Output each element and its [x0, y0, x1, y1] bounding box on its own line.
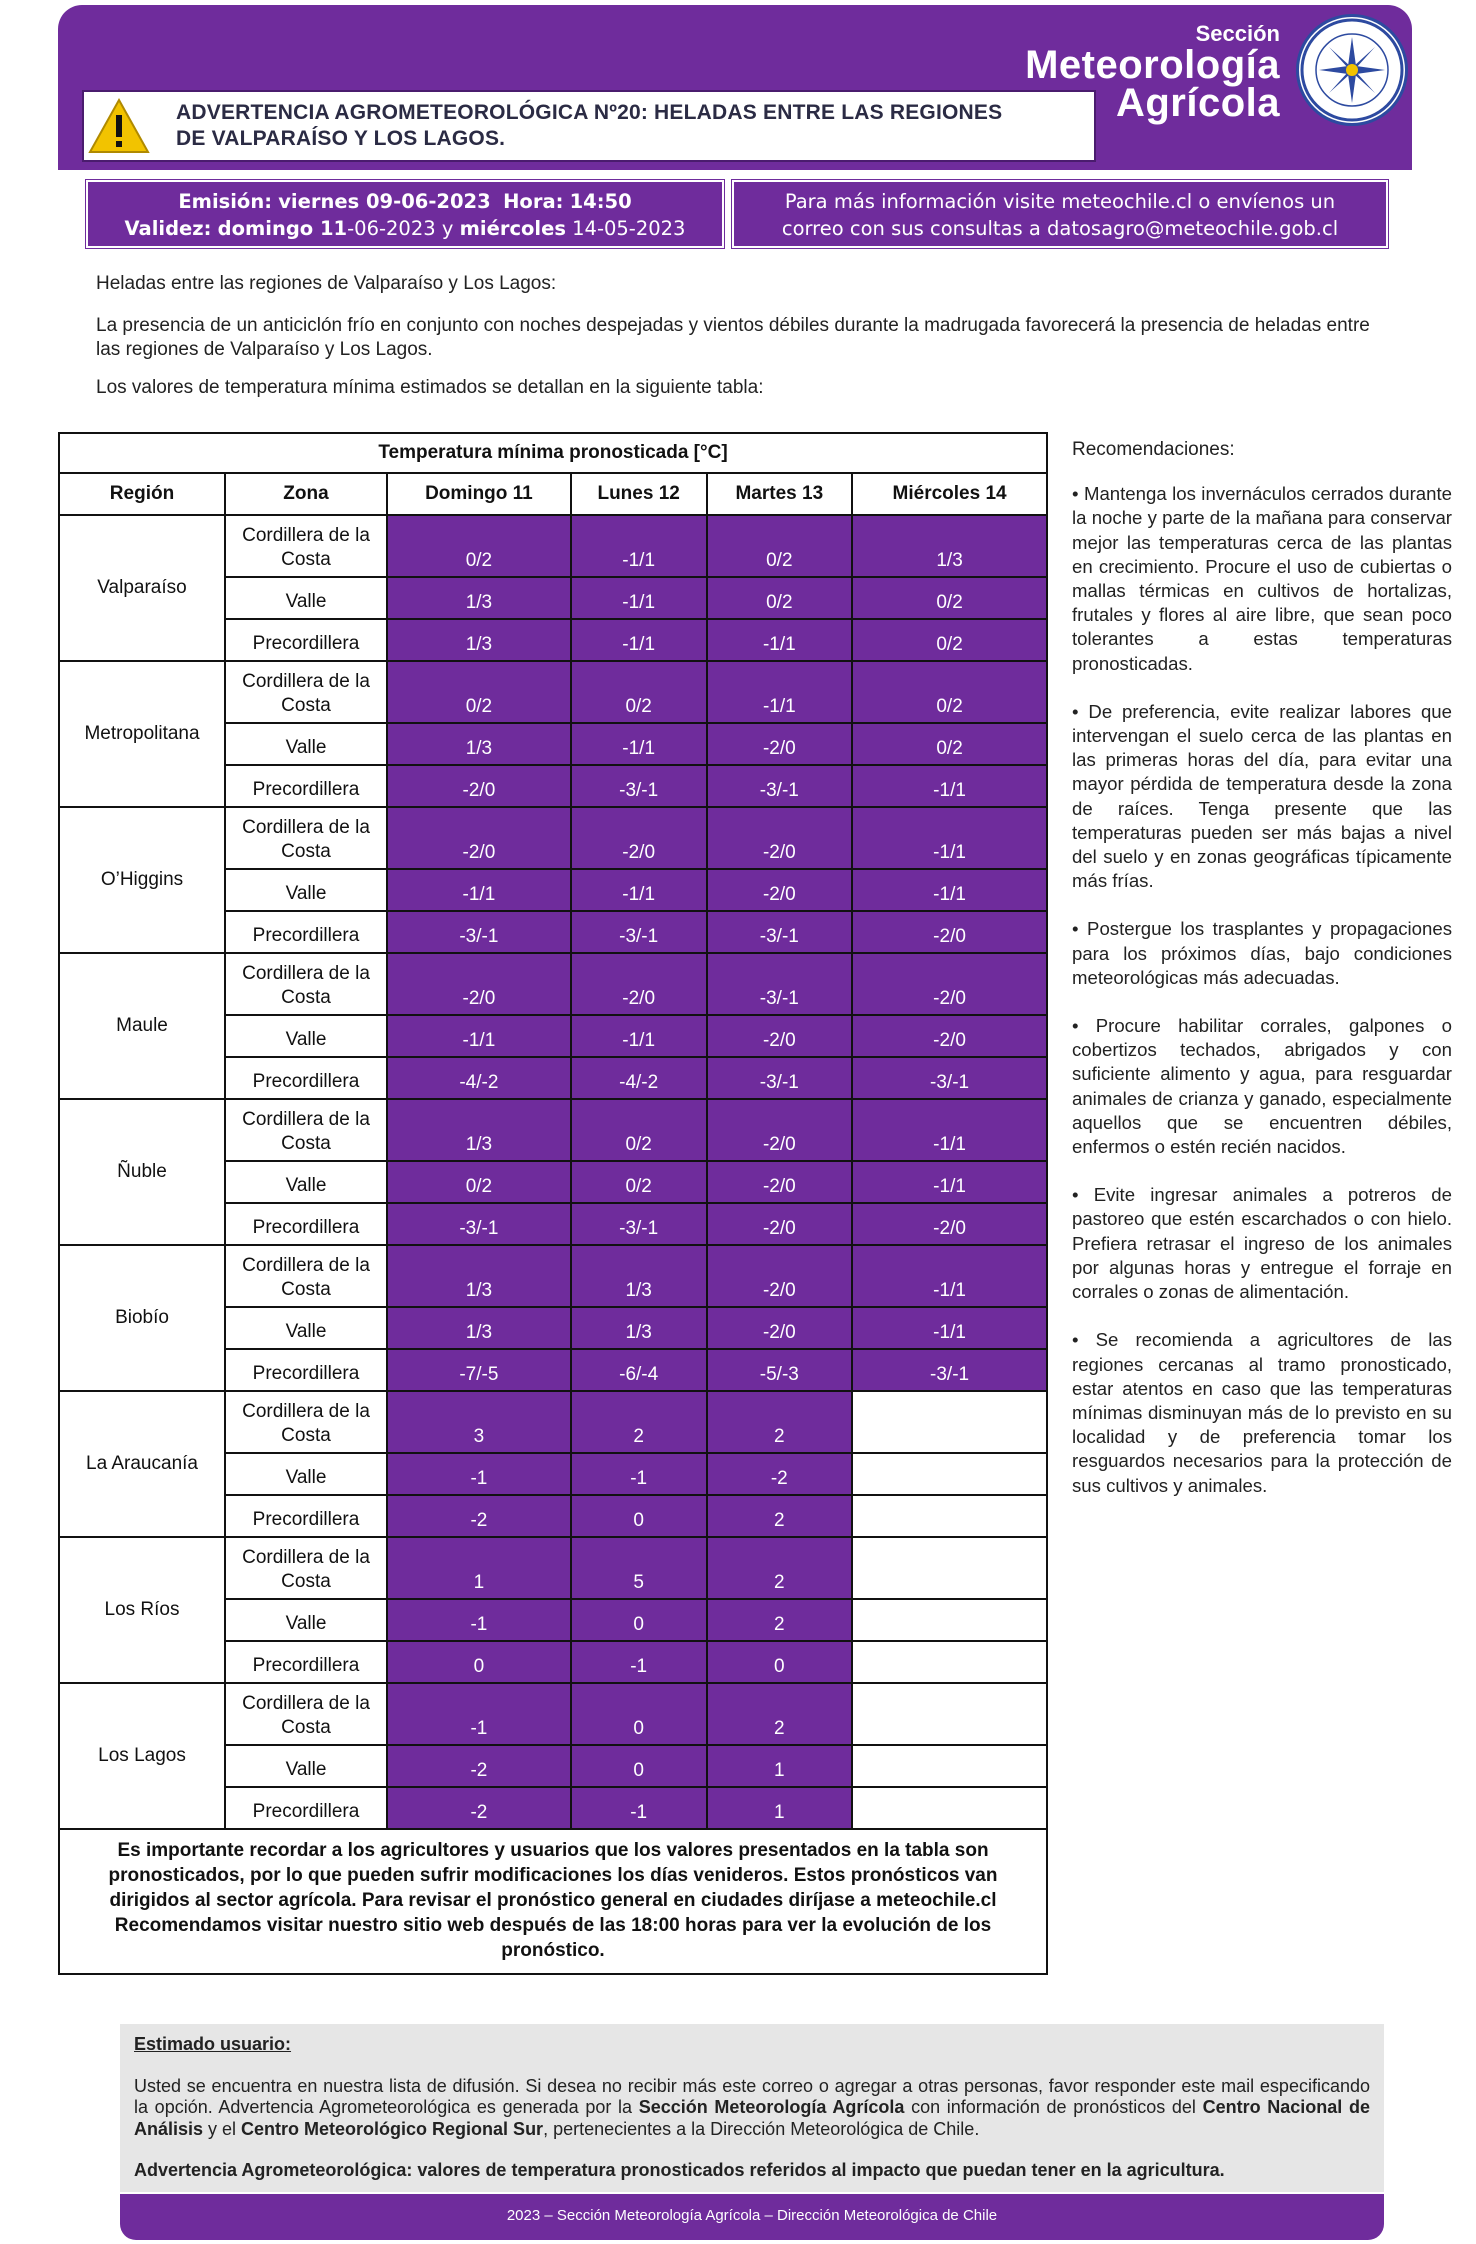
recommendation-item: • Procure habilitar corrales, galpones o cobertizos techados, abrigados y con suficiente alimento y agua, para resguardar animales de crianza y ganado, especialmente aquellos que se encuentren débiles, enfermos o estén recién nacidos. — [1072, 1015, 1452, 1158]
temperature-cell: -2/0 — [387, 765, 571, 807]
table-intro: Los valores de temperatura mínima estimados se detallan en la siguiente tabla: — [96, 377, 764, 398]
temperature-cell: 0/2 — [387, 515, 571, 577]
zone-cell: Cordillera de la Costa — [225, 1391, 387, 1453]
empty-cell — [852, 1537, 1047, 1599]
region-cell: Metropolitana — [59, 661, 225, 807]
zone-cell: Valle — [225, 1307, 387, 1349]
temperature-cell: 0/2 — [852, 723, 1047, 765]
zone-cell: Cordillera de la Costa — [225, 1537, 387, 1599]
temperature-cell: 1/3 — [387, 723, 571, 765]
zone-cell: Valle — [225, 869, 387, 911]
temperature-cell: -3/-1 — [707, 911, 853, 953]
zone-cell: Valle — [225, 1453, 387, 1495]
temperature-cell: 0/2 — [852, 577, 1047, 619]
region-cell: Ñuble — [59, 1099, 225, 1245]
temperature-cell: -2/0 — [707, 1203, 853, 1245]
temperature-cell: -5/-3 — [707, 1349, 853, 1391]
temperature-cell: -1 — [387, 1683, 571, 1745]
temperature-cell: -2/0 — [852, 953, 1047, 1015]
zone-cell: Precordillera — [225, 619, 387, 661]
region-cell: O’Higgins — [59, 807, 225, 953]
footer-bar: 2023 – Sección Meteorología Agrícola – Dirección Meteorológica de Chile — [120, 2194, 1384, 2240]
zone-cell: Precordillera — [225, 1641, 387, 1683]
empty-cell — [852, 1495, 1047, 1537]
temperature-cell: 0/2 — [707, 515, 853, 577]
temperature-cell: -1/1 — [707, 619, 853, 661]
temperature-cell: -1/1 — [852, 765, 1047, 807]
temperature-cell: -2/0 — [707, 723, 853, 765]
temperature-cell: -1/1 — [852, 1099, 1047, 1161]
temperature-cell: 2 — [707, 1391, 853, 1453]
temperature-cell: 3 — [387, 1391, 571, 1453]
zone-cell: Cordillera de la Costa — [225, 953, 387, 1015]
col-header-day: Miércoles 14 — [852, 473, 1047, 515]
temperature-cell: -3/-1 — [571, 1203, 707, 1245]
temperature-cell: -2/0 — [852, 1015, 1047, 1057]
recommendation-item: • Postergue los trasplantes y propagaciones para los próximos días, bajo condiciones meteorológicas más adecuadas. — [1072, 918, 1452, 988]
temperature-cell: 2 — [571, 1391, 707, 1453]
temperature-cell: -2/0 — [387, 807, 571, 869]
zone-cell: Precordillera — [225, 911, 387, 953]
brand-logo: Sección Meteorología Agrícola — [1025, 21, 1280, 125]
recommendation-item: • Se recomienda a agricultores de las regiones cercanas al tramo pronosticado, estar atentos en caso que las temperaturas mínimas disminuyan más de lo previsto en su localidad y de preferencia tomar los resguardos necesarios para la protección de sus cultivos y animales. — [1072, 1329, 1452, 1496]
temperature-cell: -1 — [387, 1599, 571, 1641]
temperature-cell: -3/-1 — [707, 765, 853, 807]
temperature-cell: -2/0 — [707, 1245, 853, 1307]
temperature-cell: 1/3 — [387, 619, 571, 661]
temperature-cell: 0/2 — [571, 1161, 707, 1203]
footer-paragraph: Usted se encuentra en nuestra lista de difusión. Si desea no recibir más este correo o agregar a otras personas, favor responder este mail especificando la opción. Advertencia Agrometeorológica es generada por la Sección Meteorología Agrícola con información de pronósticos del Centro Nacional de Análisis y el Centro Meteorológico Regional Sur, pertenecientes a la Dirección Meteorológica de Chile. — [134, 2075, 1370, 2139]
zone-cell: Cordillera de la Costa — [225, 1099, 387, 1161]
footer-disclaimer: Advertencia Agrometeorológica: valores de temperatura pronosticados referidos al impacto que puedan tener en la agricultura. — [134, 2160, 1225, 2181]
empty-cell — [852, 1453, 1047, 1495]
temperature-cell: -2 — [387, 1495, 571, 1537]
temperature-cell: -1/1 — [852, 1245, 1047, 1307]
intro-text — [96, 272, 1386, 414]
contact-info-panel: Para más información visite meteochile.cl o envíenos un correo con sus consultas a datosagro@meteochile.gob.cl — [732, 180, 1388, 248]
zone-cell: Valle — [225, 723, 387, 765]
temperature-cell: 1/3 — [571, 1307, 707, 1349]
temperature-cell: 0 — [571, 1745, 707, 1787]
zone-cell: Cordillera de la Costa — [225, 807, 387, 869]
temperature-cell: -2 — [387, 1787, 571, 1829]
temperature-cell: -2/0 — [852, 1203, 1047, 1245]
temperature-cell: 2 — [707, 1537, 853, 1599]
alert-title: ADVERTENCIA AGROMETEOROLÓGICA Nº20: HELADAS ENTRE LAS REGIONES DE VALPARAÍSO Y LOS LAGOS. — [176, 101, 1003, 150]
recommendation-item: • De preferencia, evite realizar labores que intervengan el suelo cerca de las plantas en las primeras horas del día, para evitar una mayor pérdida de temperatura desde la zona de raíces. Tenga presente que las temperaturas pueden ser más bajas a nivel del suelo y en zonas geográficas típicamente más frías. — [1072, 700, 1452, 892]
temperature-cell: 1/3 — [387, 577, 571, 619]
temperature-cell: 2 — [707, 1495, 853, 1537]
temperature-cell: -2/0 — [852, 911, 1047, 953]
region-cell: Biobío — [59, 1245, 225, 1391]
table-row — [59, 807, 1047, 869]
temperature-cell: -4/-2 — [571, 1057, 707, 1099]
temperature-cell: -3/-1 — [707, 953, 853, 1015]
temperature-cell: 1 — [707, 1787, 853, 1829]
footer-title: Estimado usuario: — [134, 2034, 292, 2054]
temperature-cell: -2/0 — [571, 953, 707, 1015]
zone-cell: Precordillera — [225, 1495, 387, 1537]
col-header-region: Región — [59, 473, 225, 515]
region-cell: Los Lagos — [59, 1683, 225, 1829]
intro-heading: Heladas entre las regiones de Valparaíso y Los Lagos: — [96, 273, 557, 294]
zone-cell: Cordillera de la Costa — [225, 515, 387, 577]
region-cell: La Araucanía — [59, 1391, 225, 1537]
temperature-cell: -2/0 — [387, 953, 571, 1015]
temperature-cell: -2/0 — [707, 1099, 853, 1161]
table-row — [59, 515, 1047, 577]
temperature-cell: 0/2 — [852, 619, 1047, 661]
empty-cell — [852, 1787, 1047, 1829]
temperature-cell: 0/2 — [571, 1099, 707, 1161]
intro-paragraph: La presencia de un anticiclón frío en conjunto con noches despejadas y vientos débiles durante la madrugada favorecerá la presencia de heladas entre las regiones de Valparaíso y Los Lagos. — [96, 315, 1370, 360]
temperature-cell: -1/1 — [571, 619, 707, 661]
table-note: Es importante recordar a los agricultores y usuarios que los valores presentados en la tabla son pronosticados, por lo que pueden sufrir modificaciones los días venideros. Estos pronósticos van dirigidos al sector agrícola. Para revisar el pronóstico general en ciudades diríjase a meteochile.cl Recomendamos visitar nuestro sitio web después de las 18:00 horas para ver la evolución de los pronóstico. — [59, 1829, 1047, 1974]
warning-icon — [84, 92, 154, 160]
table-row — [59, 1683, 1047, 1745]
empty-cell — [852, 1641, 1047, 1683]
table-row — [59, 1245, 1047, 1307]
temperature-cell: -2/0 — [707, 1307, 853, 1349]
temperature-cell: 5 — [571, 1537, 707, 1599]
table-row — [59, 661, 1047, 723]
temperature-cell: 0/2 — [387, 1161, 571, 1203]
table-row — [59, 1391, 1047, 1453]
temperature-cell: -1/1 — [387, 1015, 571, 1057]
temperature-cell: -7/-5 — [387, 1349, 571, 1391]
temperature-cell: -2/0 — [571, 807, 707, 869]
temperature-cell: -1/1 — [852, 869, 1047, 911]
alert-box — [82, 90, 1096, 162]
temperature-cell: -3/-1 — [707, 1057, 853, 1099]
zone-cell: Precordillera — [225, 765, 387, 807]
temperature-cell: -1/1 — [707, 661, 853, 723]
temperature-cell: -2/0 — [707, 807, 853, 869]
col-header-zona: Zona — [225, 473, 387, 515]
temperature-cell: -2 — [387, 1745, 571, 1787]
footer-notice — [120, 2024, 1384, 2192]
temperature-cell: 0 — [571, 1683, 707, 1745]
temperature-cell: -1/1 — [571, 515, 707, 577]
zone-cell: Valle — [225, 577, 387, 619]
recommendation-item: • Mantenga los invernáculos cerrados durante la noche y parte de la mañana para conservar mejor las temperaturas cerca de las plantas en crecimiento. Procure el uso de cubiertas o mallas térmicas en cultivos de hortalizas, frutales y flores al aire libre, que sean poco tolerantes a estas temperaturas pronosticadas. — [1072, 483, 1452, 674]
temperature-cell: -3/-1 — [571, 911, 707, 953]
table-row — [59, 1099, 1047, 1161]
temperature-cell: 0 — [571, 1495, 707, 1537]
temperature-cell: -6/-4 — [571, 1349, 707, 1391]
empty-cell — [852, 1599, 1047, 1641]
temperature-cell: 0 — [571, 1599, 707, 1641]
zone-cell: Cordillera de la Costa — [225, 1245, 387, 1307]
col-header-day: Domingo 11 — [387, 473, 571, 515]
temperature-cell: -2/0 — [707, 1161, 853, 1203]
temperature-cell: 1/3 — [387, 1099, 571, 1161]
temperature-cell: -1 — [571, 1787, 707, 1829]
temperature-cell: 0/2 — [387, 661, 571, 723]
recommendations-title: Recomendaciones: — [1072, 439, 1235, 460]
temperature-cell: -3/-1 — [387, 1203, 571, 1245]
recommendations — [1072, 438, 1452, 1522]
zone-cell: Valle — [225, 1015, 387, 1057]
temperature-cell: 1/3 — [571, 1245, 707, 1307]
temperature-cell: -3/-1 — [387, 911, 571, 953]
temperature-cell: -3/-1 — [852, 1057, 1047, 1099]
temperature-cell: -1/1 — [571, 723, 707, 765]
forecast-table — [58, 432, 1048, 1975]
temperature-cell: 0/2 — [852, 661, 1047, 723]
empty-cell — [852, 1391, 1047, 1453]
zone-cell: Valle — [225, 1745, 387, 1787]
region-cell: Valparaíso — [59, 515, 225, 661]
region-cell: Los Ríos — [59, 1537, 225, 1683]
col-header-day: Martes 13 — [707, 473, 853, 515]
temperature-cell: -1/1 — [852, 807, 1047, 869]
temperature-cell: 1 — [387, 1537, 571, 1599]
temperature-cell: -1/1 — [571, 869, 707, 911]
temperature-cell: -1/1 — [571, 577, 707, 619]
issue-info-panel: Emisión: viernes 09-06-2023 Hora: 14:50 Validez: domingo 11-06-2023 y miércoles 14-05-2023 — [86, 180, 724, 248]
region-cell: Maule — [59, 953, 225, 1099]
zone-cell: Cordillera de la Costa — [225, 661, 387, 723]
temperature-cell: -1/1 — [387, 869, 571, 911]
meteochile-seal-icon — [1296, 14, 1408, 126]
table-row — [59, 953, 1047, 1015]
temperature-cell: -1/1 — [852, 1307, 1047, 1349]
temperature-cell: -3/-1 — [571, 765, 707, 807]
temperature-cell: -1 — [571, 1453, 707, 1495]
temperature-cell: 1/3 — [387, 1245, 571, 1307]
temperature-cell: -1 — [387, 1453, 571, 1495]
table-row — [59, 1537, 1047, 1599]
temperature-cell: -1/1 — [571, 1015, 707, 1057]
zone-cell: Precordillera — [225, 1203, 387, 1245]
zone-cell: Valle — [225, 1161, 387, 1203]
zone-cell: Cordillera de la Costa — [225, 1683, 387, 1745]
temperature-cell: -4/-2 — [387, 1057, 571, 1099]
temperature-cell: 0/2 — [707, 577, 853, 619]
table-title: Temperatura mínima pronosticada [°C] — [59, 433, 1047, 473]
temperature-cell: -2/0 — [707, 1015, 853, 1057]
empty-cell — [852, 1745, 1047, 1787]
empty-cell — [852, 1683, 1047, 1745]
temperature-cell: 0/2 — [571, 661, 707, 723]
temperature-cell: 1 — [707, 1745, 853, 1787]
zone-cell: Valle — [225, 1599, 387, 1641]
temperature-cell: 2 — [707, 1683, 853, 1745]
temperature-cell: 1/3 — [852, 515, 1047, 577]
temperature-cell: 1/3 — [387, 1307, 571, 1349]
temperature-cell: -3/-1 — [852, 1349, 1047, 1391]
temperature-cell: -2 — [707, 1453, 853, 1495]
zone-cell: Precordillera — [225, 1787, 387, 1829]
zone-cell: Precordillera — [225, 1057, 387, 1099]
temperature-cell: -2/0 — [707, 869, 853, 911]
col-header-day: Lunes 12 — [571, 473, 707, 515]
temperature-cell: 0 — [387, 1641, 571, 1683]
zone-cell: Precordillera — [225, 1349, 387, 1391]
temperature-cell: -1 — [571, 1641, 707, 1683]
temperature-cell: 2 — [707, 1599, 853, 1641]
recommendation-item: • Evite ingresar animales a potreros de pastoreo que estén escarchados o con hielo. Prefiera retrasar el ingreso de los animales por algunas horas y entregue el forraje en corrales o zonas de alimentación. — [1072, 1184, 1452, 1303]
temperature-cell: -1/1 — [852, 1161, 1047, 1203]
temperature-cell: 0 — [707, 1641, 853, 1683]
